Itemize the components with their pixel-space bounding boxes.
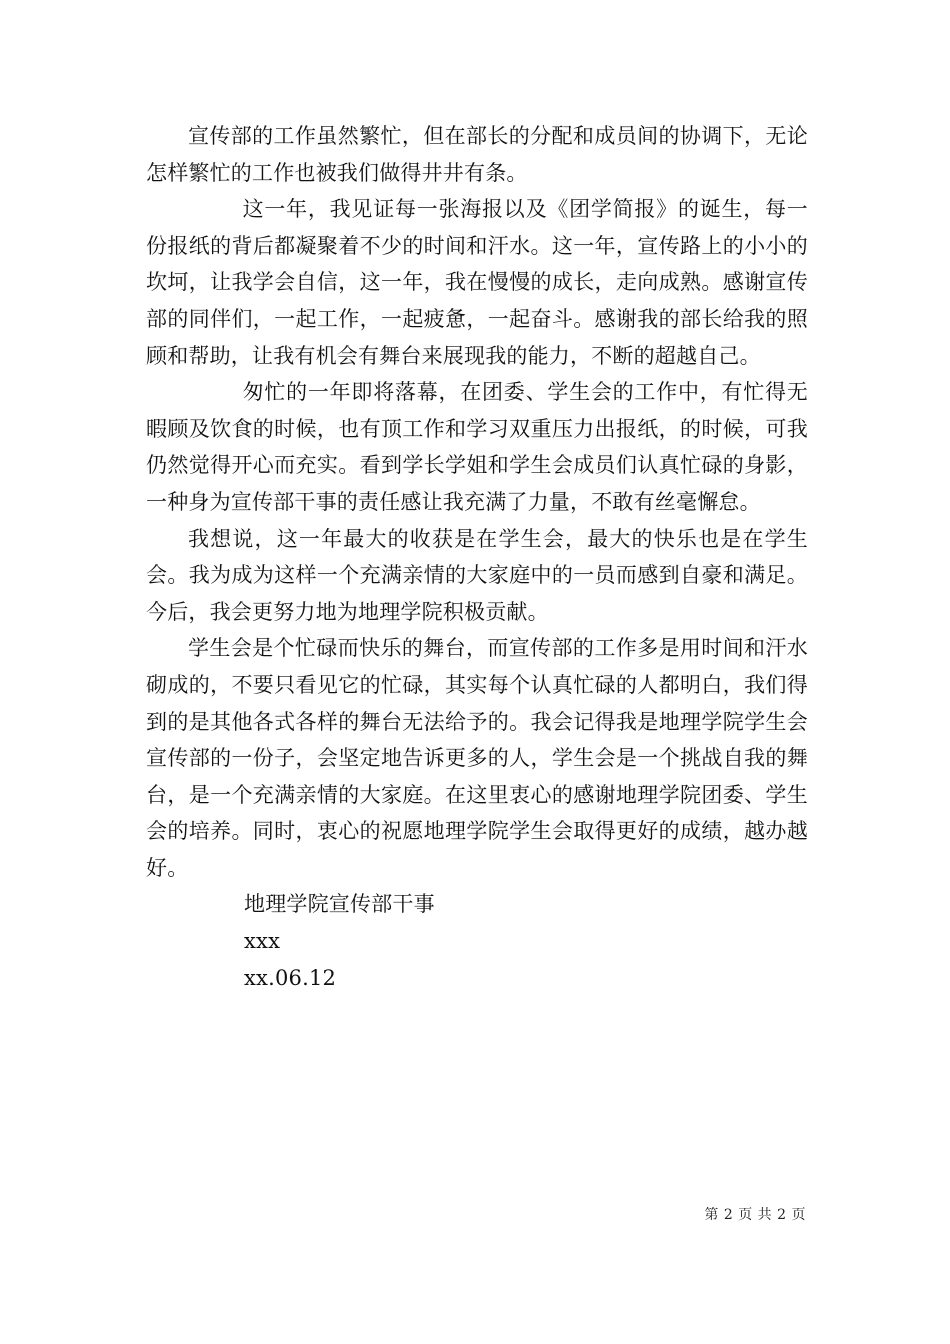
paragraph-3: 匆忙的一年即将落幕，在团委、学生会的工作中，有忙得无暇顾及饮食的时候，也有顶工作和学习双重压力出报纸，的时候，可我仍然觉得开心而充实。看到学长学姐和学生会成员们认真忙碌的身影，一种身为宣传部干事的责任感让我充满了力量，不敢有丝毫懈怠。 xyxy=(146,380,808,514)
paragraph-2: 这一年，我见证每一张海报以及《团学简报》的诞生，每一份报纸的背后都凝聚着不少的时间和汗水。这一年，宣传路上的小小的坎坷，让我学会自信，这一年，我在慢慢的成长，走向成熟。感谢宣传部的同伴们，一起工作，一起疲惫，一起奋斗。感谢我的部长给我的照顾和帮助，让我有机会有舞台来展现我的能力，不断的超越自己。 xyxy=(146,197,808,368)
document-body xyxy=(146,118,808,996)
signature-date: xx.06.12 xyxy=(244,965,337,990)
paragraph-1: 宣传部的工作虽然繁忙，但在部长的分配和成员间的协调下，无论怎样繁忙的工作也被我们做得井井有条。 xyxy=(146,124,808,185)
page-number: 第 2 页 共 2 页 xyxy=(704,1207,806,1223)
signature-title: 地理学院宣传部干事 xyxy=(244,892,435,917)
signature-name: xxx xyxy=(244,929,281,954)
paragraph-5: 学生会是个忙碌而快乐的舞台，而宣传部的工作多是用时间和汗水砌成的，不要只看见它的忙碌，其实每个认真忙碌的人都明白，我们得到的是其他各式各样的舞台无法给予的。我会记得我是地理学院学生会宣传部的一份子，会坚定地告诉更多的人，学生会是一个挑战自我的舞台，是一个充满亲情的大家庭。在这里衷心的感谢地理学院团委、学生会的培养。同时，衷心的祝愿地理学院学生会取得更好的成绩，越办越好。 xyxy=(146,636,808,880)
paragraph-4: 我想说，这一年最大的收获是在学生会，最大的快乐也是在学生会。我为成为这样一个充满亲情的大家庭中的一员而感到自豪和满足。今后，我会更努力地为地理学院积极贡献。 xyxy=(146,526,808,624)
